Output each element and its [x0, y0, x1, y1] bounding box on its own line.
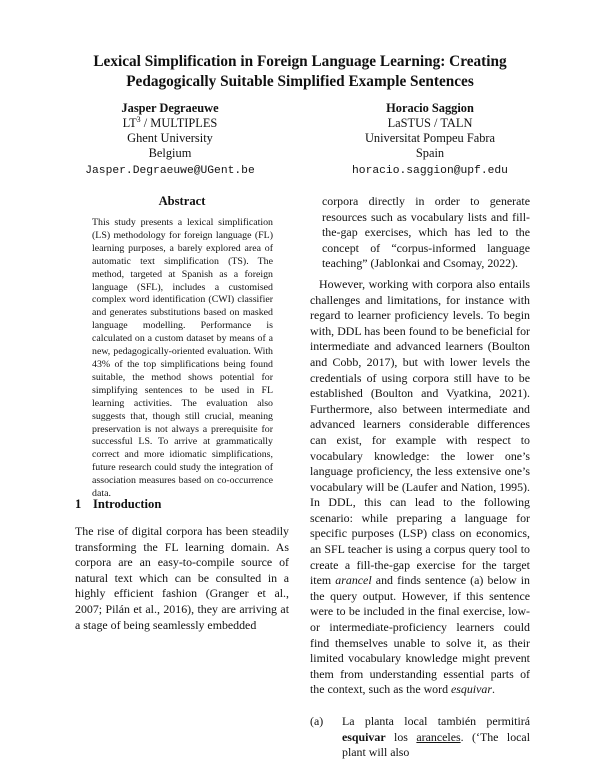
author-email[interactable]: horacio.saggion@upf.edu	[352, 165, 508, 177]
example-label: (a)	[310, 714, 324, 728]
example-text: La planta local también permitirá esquivar los aranceles. (‘The local plant will also	[342, 714, 531, 760]
example-sentence-a	[310, 714, 530, 761]
title-line-2: Pedagogically Suitable Simplified Example Sentences	[126, 73, 474, 90]
term-esquivar: esquivar	[451, 682, 492, 697]
title-line-1: Lexical Simplification in Foreign Language Learning: Creating	[93, 53, 507, 70]
bold-word: esquivar	[342, 729, 386, 744]
introduction-paragraph: The rise of digital corpora has been steadily transforming the FL learning domain. As corpora are an easy-to-compile source of natural text which can be consulted in a highly efficient fashion (Granger et al., 2007; Pilán et al., 2016), they are arriving at a stage of being seamlessly embedded	[75, 524, 289, 632]
author-block-2	[320, 101, 540, 179]
abstract-text: This study presents a lexical simplification (LS) methodology for foreign language (FL) learning purposes, a barely explored area of automatic text simplification (TS). The method, targeted at Spanish as a foreign language (SFL), includes a customised complex word identification (CWI) classifier and generates substitutions based on masked language modelling. Performance is calculated on a custom dataset by means of a new, pedagogically-oriented evaluation. With 43% of the top simplifications being found suitable, the method shows potential for simplifying sentences to be used in FL learning activities. The evaluation also suggests that, though still crucial, meaning preservation is not always a prerequisite for successful LS. To arrive at grammatically correct and more idiomatic simplifications, future research could study the integration of association measures based on co-occurrence data.	[92, 217, 273, 500]
author-country: Belgium	[148, 146, 192, 160]
section-number: 1	[75, 497, 82, 511]
author-name: Jasper Degraeuwe	[121, 101, 219, 115]
paper-title	[60, 52, 540, 92]
author-email[interactable]: Jasper.Degraeuwe@UGent.be	[85, 165, 255, 177]
abstract-heading: Abstract	[158, 194, 206, 208]
underlined-word: aranceles	[416, 729, 461, 744]
author-affiliation: $LT^3$ / MULTIPLES	[122, 114, 218, 130]
term-arancel: arancel	[335, 573, 372, 588]
author-block-1	[60, 101, 280, 179]
right-column	[310, 194, 530, 761]
paragraph-continued: corpora directly in order to generate resources such as vocabulary lists and fill-the-gap exercises, which has led to the concept of “corpus-informed language teaching” (Jablonkai and Csomay, 2022).	[322, 194, 530, 271]
paragraph: However, working with corpora also entails challenges and limitations, for instance with regard to learner proficiency levels. To begin with, DDL has been found to be beneficial for intermediate and advanced learners (Boulton and Cobb, 2017), but with lower levels the credentials of using corpora still have to be established (Boulton and Vyatkina, 2021). Furthermore, also between intermediate and advanced learners considerable differences can exist, for example with respect to vocabulary knowledge: the lower one’s language proficiency, the less extensive one’s vocabulary will be (Laufer and Nation, 1995). In DDL, this can lead to the following scenario: while preparing a language for specific purposes (LSP) class on economics, an SFL teacher is using a corpus query tool to create a fill-the-gap exercise for the target item arancel and finds sentence (a) below in the query output. However, if this sentence were to be included in the final exercise, low- or intermediate-proficiency learners could find themselves unable to solve it, as their limited vocabulary knowledge might prevent them from understanding essential parts of the context, such as the word esquivar.	[310, 276, 530, 697]
author-name: Horacio Saggion	[386, 101, 474, 115]
section-title: Introduction	[93, 497, 162, 511]
author-institution: Ghent University	[127, 131, 213, 145]
author-country: Spain	[415, 146, 445, 160]
section-heading-introduction	[75, 496, 161, 512]
author-institution: Universitat Pompeu Fabra	[364, 131, 496, 145]
author-affiliation: LaSTUS / TALN	[387, 116, 473, 130]
